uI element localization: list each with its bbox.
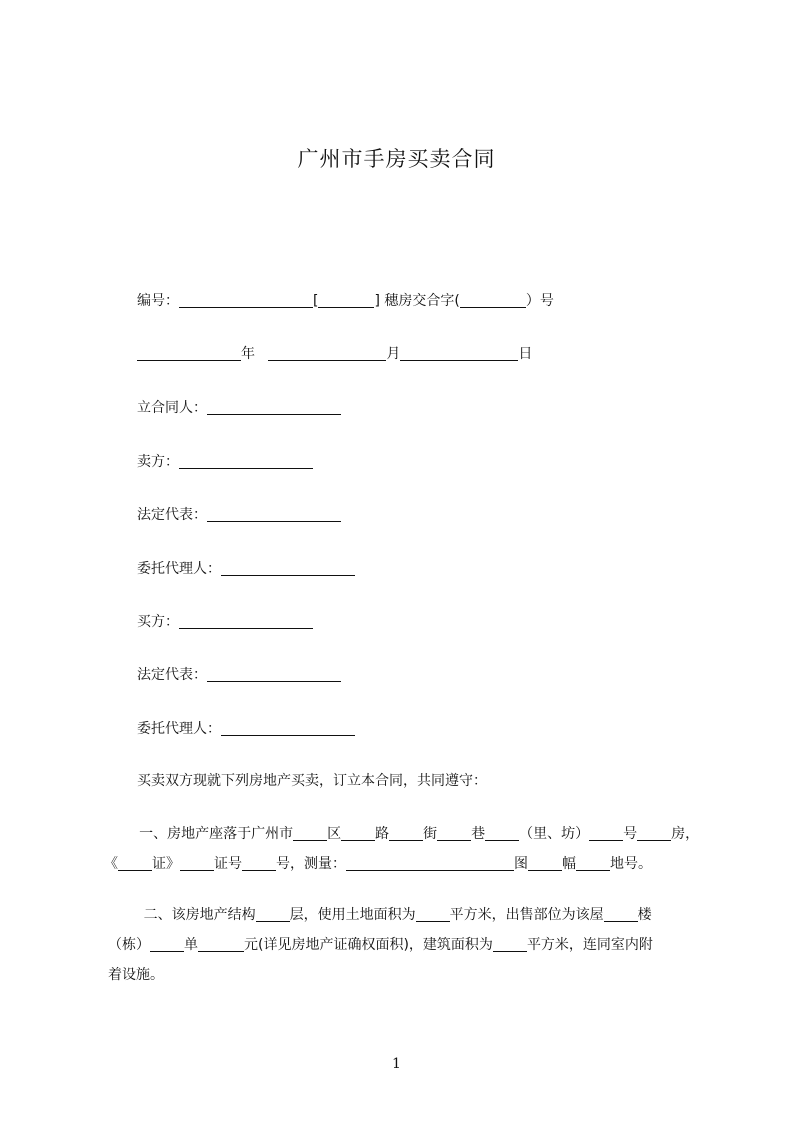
buyer-agent-blank xyxy=(221,720,355,736)
c1-text-g: 号 xyxy=(623,826,638,842)
c1-text-h: 房， xyxy=(671,826,700,842)
c1-text-e: 巷 xyxy=(471,826,486,842)
seller-line xyxy=(137,453,313,471)
c1-text-b: 区 xyxy=(327,826,342,842)
buyer-rep-line xyxy=(137,666,341,684)
year-label: 年 xyxy=(241,346,255,362)
build-area-blank xyxy=(493,936,527,952)
c2-text-g: 元(详见房地产证确权面积)，建筑面积为 xyxy=(244,937,493,953)
number-blank xyxy=(589,825,623,841)
survey-blank xyxy=(346,855,514,871)
cert-number-blank xyxy=(180,855,214,871)
month-blank xyxy=(268,345,386,361)
sheet-blank xyxy=(576,855,610,871)
number-suffix: ）号 xyxy=(525,293,554,309)
buyer-agent-line xyxy=(137,720,355,738)
seller-rep-label: 法定代表： xyxy=(137,507,207,523)
c1-text-n: 幅 xyxy=(562,856,576,872)
buyer-rep-blank xyxy=(207,666,341,682)
c1-text-l: 号，测量： xyxy=(276,856,346,872)
unit-blank xyxy=(150,936,184,952)
contract-parties-blank xyxy=(207,399,341,415)
road-blank xyxy=(341,825,375,841)
c1-text-d: 街 xyxy=(423,826,438,842)
li-blank xyxy=(485,825,519,841)
c2-text-h: 平方米，连同室内附 xyxy=(526,937,653,953)
seller-rep-line xyxy=(137,506,341,524)
building-blank xyxy=(604,906,638,922)
c1-text-k: 证号 xyxy=(214,856,242,872)
buyer-blank xyxy=(179,613,313,629)
c2-text-c: 平方米，出售部位为该屋 xyxy=(449,907,604,923)
cert-type-blank xyxy=(118,855,152,871)
seller-blank xyxy=(179,453,313,469)
contract-parties-line xyxy=(137,399,341,417)
number-label: 编号： xyxy=(137,293,179,309)
buyer-line xyxy=(137,613,313,631)
c1-text-a: 一、房地产座落于广州市 xyxy=(139,826,294,842)
day-blank xyxy=(400,345,518,361)
land-area-blank xyxy=(416,906,450,922)
map-blank xyxy=(528,855,562,871)
district-blank xyxy=(293,825,327,841)
seller-rep-blank xyxy=(207,506,341,522)
contract-number-line xyxy=(137,292,554,310)
c1-text-m: 图 xyxy=(514,856,528,872)
c2-text-d: 楼 xyxy=(637,907,652,923)
c2-text-f: 单 xyxy=(184,937,198,953)
intro-line: 买卖双方现就下列房地产买卖，订立本合同，共同遵守： xyxy=(137,773,487,789)
unit-no-blank xyxy=(198,936,244,952)
buyer-agent-label: 委托代理人： xyxy=(137,721,221,737)
bracket-blank xyxy=(318,292,374,308)
c1-text-f: （里、坊） xyxy=(519,826,590,842)
seller-label: 卖方： xyxy=(137,454,179,470)
c1-text-i: 《 xyxy=(104,856,118,872)
c2-text-a: 二、该房地产结构 xyxy=(143,907,256,923)
page-number: 1 xyxy=(392,1056,401,1072)
street-blank xyxy=(389,825,423,841)
c2-text-e: （栋） xyxy=(108,937,150,953)
cert-no-blank xyxy=(242,855,276,871)
date-line xyxy=(137,345,532,363)
day-label: 日 xyxy=(518,346,533,362)
buyer-rep-label: 法定代表： xyxy=(137,667,207,683)
c1-text-o: 地号。 xyxy=(610,856,652,872)
office-number-blank xyxy=(460,292,526,308)
clause-1 xyxy=(104,819,700,879)
room-blank xyxy=(637,825,671,841)
seller-agent-label: 委托代理人： xyxy=(137,561,221,577)
c2-text-i: 着设施。 xyxy=(108,967,164,983)
year-blank xyxy=(137,345,241,361)
bracket-close: ] xyxy=(374,293,380,309)
c1-text-c: 路 xyxy=(375,826,390,842)
month-label: 月 xyxy=(386,346,401,362)
c1-text-j: 证》 xyxy=(152,856,180,872)
structure-blank xyxy=(256,906,290,922)
contract-parties-label: 立合同人： xyxy=(137,400,207,416)
office-text: 穗房交合字( xyxy=(384,293,460,309)
clause-2 xyxy=(108,900,700,990)
buyer-label: 买方： xyxy=(137,614,179,630)
number-blank xyxy=(179,292,313,308)
seller-agent-blank xyxy=(221,560,355,576)
lane-blank xyxy=(437,825,471,841)
bracket-open: [ xyxy=(313,293,319,309)
page-title: 广州市手房买卖合同 xyxy=(297,147,496,171)
c2-text-b: 层，使用土地面积为 xyxy=(289,907,416,923)
seller-agent-line xyxy=(137,560,355,578)
